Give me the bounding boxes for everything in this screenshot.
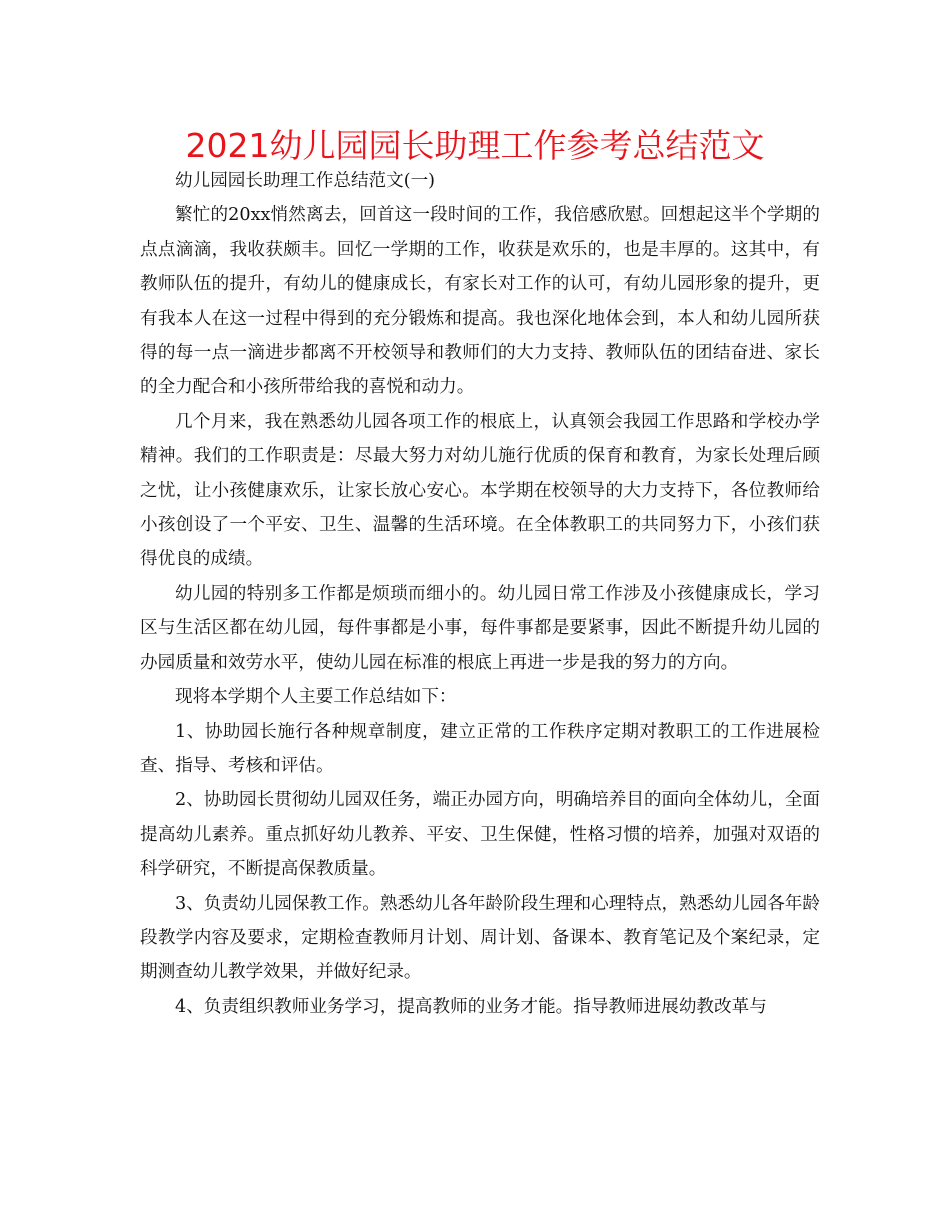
body-paragraph: 现将本学期个人主要工作总结如下： bbox=[175, 687, 457, 708]
list-paragraph: 1、协助园长施行各种规章制度，建立正常的工作秩序定期对教职工的工作进展检查、指导、考核和评估。 bbox=[140, 721, 820, 776]
list-paragraph: 2、协助园长贯彻幼儿园双任务，端正办园方向，明确培养目的面向全体幼儿，全面提高幼儿素养。重点抓好幼儿教养、平安、卫生保健，性格习惯的培养，加强对双语的科学研究，不断提高保教质量。 bbox=[140, 790, 820, 880]
list-paragraph: 3、负责幼儿园保教工作。熟悉幼儿各年龄阶段生理和心理特点，熟悉幼儿园各年龄段教学内容及要求，定期检查教师月计划、周计划、备课本、教育笔记及个案纪录，定期测查幼儿教学效果，并做好纪录。 bbox=[140, 893, 820, 983]
list-paragraph: 4、负责组织教师业务学习，提高教师的业务才能。指导教师进展幼教改革与 bbox=[175, 996, 767, 1017]
body-paragraph: 繁忙的20xx悄然离去，回首这一段时间的工作，我倍感欣慰。回想起这半个学期的点点滴滴，我收获颇丰。回忆一学期的工作，收获是欢乐的，也是丰厚的。这其中，有教师队伍的提升，有幼儿的健康成长，有家长对工作的认可，有幼儿园形象的提升，更有我本人在这一过程中得到的充分锻炼和提高。我也深化地体会到，本人和幼儿园所获得的每一点一滴进步都离不开校领导和教师们的大力支持、教师队伍的团结奋进、家长的全力配合和小孩所带给我的喜悦和动力。 bbox=[140, 205, 820, 398]
document-title: 2021幼儿园园长助理工作参考总结范文 bbox=[185, 126, 765, 165]
subtitle-paragraph: 幼儿园园长助理工作总结范文(一) bbox=[175, 171, 436, 191]
body-paragraph: 幼儿园的特别多工作都是烦琐而细小的。幼儿园日常工作涉及小孩健康成长，学习区与生活区都在幼儿园，每件事都是小事，每件事都是要紧事，因此不断提升幼儿园的办园质量和效劳水平，使幼儿园在标准的根底上再进一步是我的努力的方向。 bbox=[140, 583, 820, 673]
document-body bbox=[140, 164, 820, 1024]
body-paragraph: 几个月来，我在熟悉幼儿园各项工作的根底上，认真领会我园工作思路和学校办学精神。我们的工作职责是：尽最大努力对幼儿施行优质的保育和教育，为家长处理后顾之忧，让小孩健康欢乐，让家长放心安心。本学期在校领导的大力支持下，各位教师给小孩创设了一个平安、卫生、温馨的生活环境。在全体教职工的共同努力下，小孩们获得优良的成绩。 bbox=[140, 411, 820, 570]
